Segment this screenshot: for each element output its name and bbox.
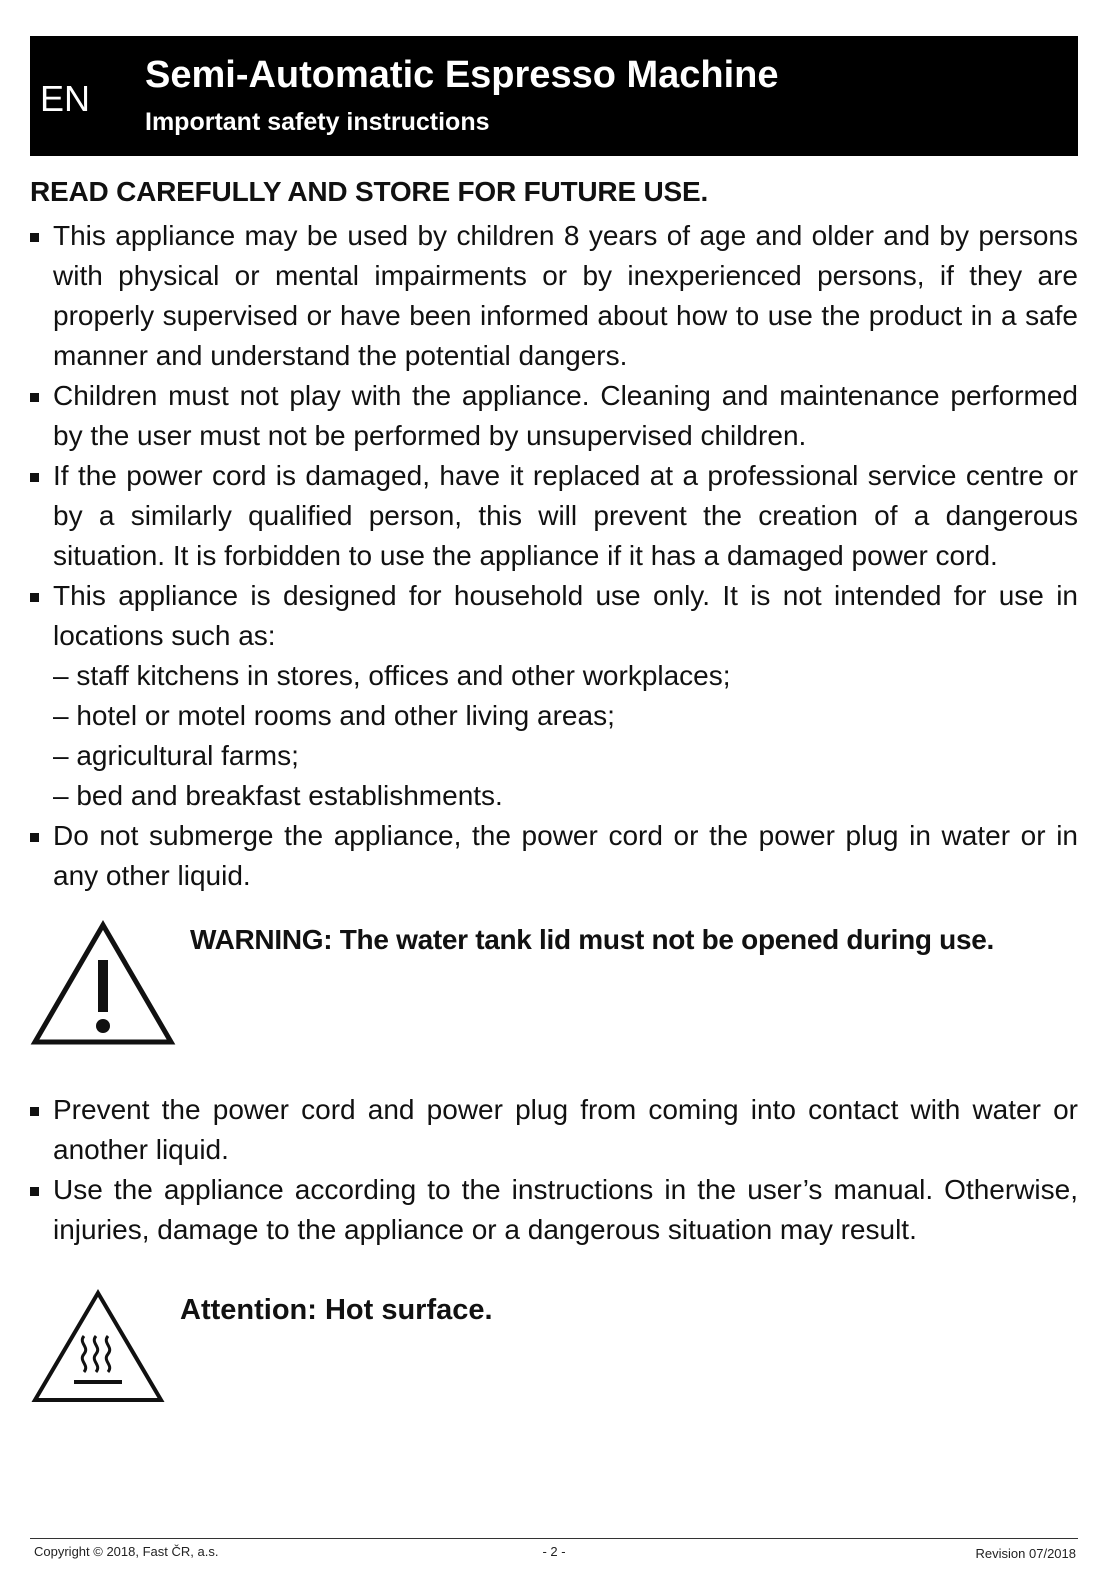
document-subtitle: Important safety instructions xyxy=(145,108,490,136)
location-item: – bed and breakfast establishments. xyxy=(53,780,503,811)
attention-text: Attention: Hot surface. xyxy=(180,1294,493,1326)
list-item: If the power cord is damaged, have it replaced at a professional service centre or by a similarly qualified person, this will prevent the creation of a dangerous situation. It is forbidden to use the appliance if it has a damaged power cord. xyxy=(30,456,1078,576)
household-text: This appliance is designed for household use only. It is not intended for use in locations such as: xyxy=(53,580,1078,651)
list-item: Use the appliance according to the instructions in the user’s manual. Otherwise, injuries, damage to the appliance or a dangerous situation may result. xyxy=(30,1170,1078,1250)
hot-surface-icon xyxy=(30,1288,166,1406)
copyright-text: Copyright © 2018, Fast ČR, a.s. xyxy=(34,1544,219,1559)
location-item: – agricultural farms; xyxy=(53,740,299,771)
header-banner xyxy=(30,36,1078,156)
location-item: – staff kitchens in stores, offices and other workplaces; xyxy=(53,660,731,691)
page-footer xyxy=(30,1542,1078,1564)
location-item: – hotel or motel rooms and other living areas; xyxy=(53,700,615,731)
main-content xyxy=(30,172,1078,1418)
language-code: EN xyxy=(40,78,91,119)
revision-text: Revision 07/2018 xyxy=(975,1546,1076,1561)
list-item: Prevent the power cord and power plug from coming into contact with water or another liquid. xyxy=(30,1090,1078,1170)
warning-triangle-icon xyxy=(30,920,176,1048)
list-item: Do not submerge the appliance, the power cord or the power plug in water or in any other liquid. xyxy=(30,816,1078,896)
warning-block xyxy=(30,910,1078,1060)
safety-list-2 xyxy=(30,1090,1078,1250)
list-item-household xyxy=(30,576,1078,816)
attention-block xyxy=(30,1278,1078,1418)
safety-list-1 xyxy=(30,216,1078,896)
lead-heading: READ CAREFULLY AND STORE FOR FUTURE USE. xyxy=(30,176,709,207)
list-item: This appliance may be used by children 8 years of age and older and by persons with physical or mental impairments or by inexperienced persons, if they are properly supervised or have been informed about how to use the product in a safe manner and understand the potential dangers. xyxy=(30,216,1078,376)
list-item: Children must not play with the appliance. Cleaning and maintenance performed by the user must not be performed by unsupervised children. xyxy=(30,376,1078,456)
warning-text: WARNING: The water tank lid must not be opened during use. xyxy=(190,924,994,955)
page-number: - 2 - xyxy=(542,1544,566,1559)
footer-divider xyxy=(30,1538,1078,1539)
document-title: Semi-Automatic Espresso Machine xyxy=(145,54,779,96)
